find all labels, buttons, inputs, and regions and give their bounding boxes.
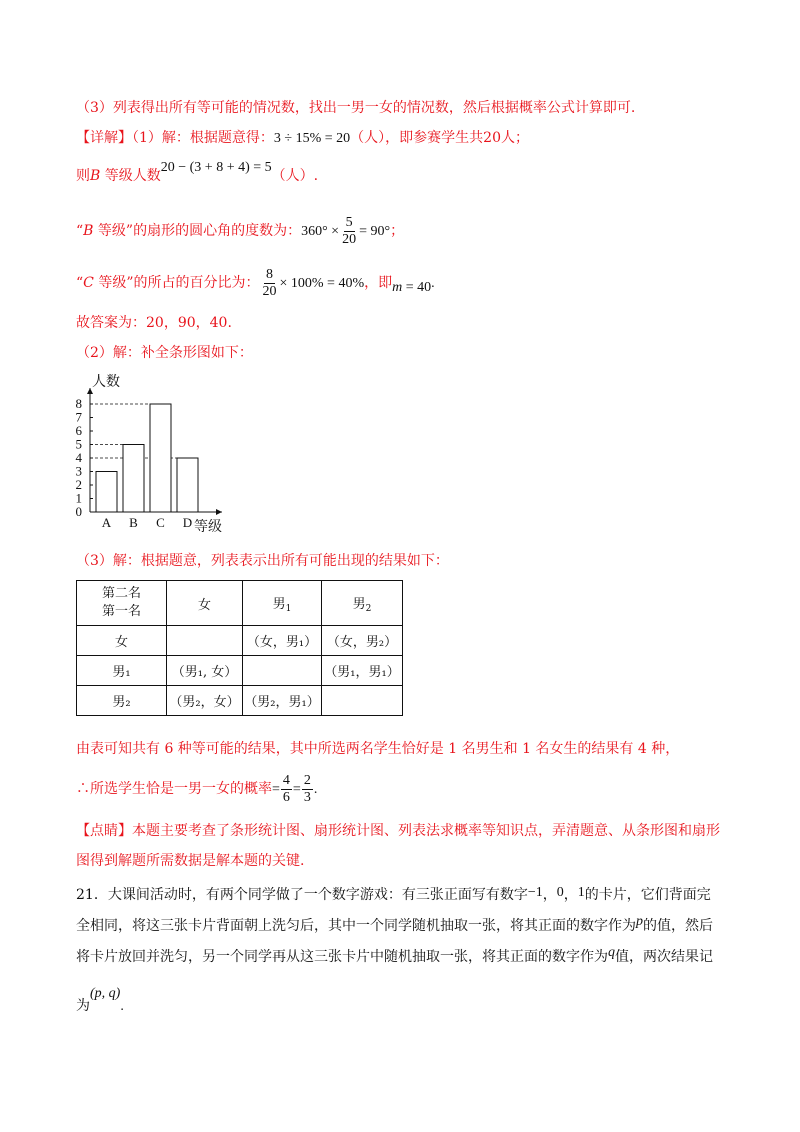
table-cell: （男₁, 女）	[167, 656, 243, 686]
detail-line-4: “C 等级”的所占的百分比为： $\frac{8}{20}$ × 100% = 40%，即m = 40.	[76, 266, 435, 299]
table-cell: （男₁，男₁）	[322, 656, 403, 686]
y-tick-label: 1	[75, 490, 82, 506]
part-3-line: （3）解：根据题意，列表表示出所有可能出现的结果如下：	[76, 553, 449, 569]
detail-line-1: 【详解】（1）解：根据题意得：3 ÷ 15% = 20（人），即参赛学生共20人；	[76, 130, 529, 146]
table-cell: 男₂	[77, 686, 167, 716]
result-table	[76, 580, 403, 716]
detail-line-2: 则B 等级人数20 − (3 + 8 + 4) = 5（人）.	[76, 160, 319, 184]
x-tick-label: A	[101, 515, 112, 530]
fraction: $\frac{4}{6}$	[282, 772, 290, 805]
table-corner: 第二名 第一名	[77, 581, 167, 626]
fraction: $\frac{5}{20}$	[342, 214, 357, 247]
table-cell: 女	[77, 626, 167, 656]
table-header: 女	[167, 581, 243, 626]
question-21-line-2: 全相同，将这三张卡片背面朝上洗匀后，其中一个同学随机抽取一张，将其正面的数字作为p的值，然后	[76, 914, 713, 934]
y-tick-label: 2	[75, 477, 82, 492]
y-tick-label: 8	[75, 396, 82, 411]
remark-line-1: 【点睛】本题主要考查了条形统计图、扇形统计图、列表法求概率等知识点，弄清题意、从条形图和扇形	[76, 823, 720, 839]
math-expr: 20 − (3 + 8 + 4) = 5	[160, 160, 272, 175]
bar-chart	[60, 372, 260, 532]
remark-line-2: 图得到解题所需数据是解本题的关键.	[76, 853, 305, 869]
x-tick-label: B	[129, 515, 138, 530]
table-cell: （男₂，女）	[167, 686, 243, 716]
table-cell: （女，男₂）	[322, 626, 403, 656]
y-tick-label: 3	[75, 463, 82, 479]
table-row	[77, 686, 403, 716]
math-expr: 3 ÷ 15% = 20	[273, 131, 351, 146]
y-axis-title: 人数	[92, 375, 120, 390]
table-cell: （男₂，男₁）	[243, 686, 322, 716]
table-cell	[243, 656, 322, 686]
y-tick-label: 5	[75, 436, 82, 452]
part-2-line: （2）解：补全条形图如下：	[76, 345, 253, 361]
x-axis-arrow	[216, 509, 222, 515]
detail-line-3: “B 等级”的扇形的圆心角的度数为：360° × $\frac{5}{20}$ = 90°；	[76, 214, 405, 247]
x-tick-label: C	[156, 515, 165, 530]
hint-line-3: （3）列表得出所有等可能的情况数，找出一男一女的情况数，然后根据概率公式计算即可.	[76, 100, 636, 116]
table-header: 男$_1$	[243, 581, 322, 626]
conclusion-line-1: 由表可知共有 6 种等可能的结果，其中所选两名学生恰好是 1 名男生和 1 名女生的结果有 4 种，	[76, 741, 680, 757]
x-tick-label: D	[182, 515, 193, 530]
table-cell: 男₁	[77, 656, 167, 686]
table-row	[77, 626, 403, 656]
y-tick-label: 4	[75, 450, 82, 465]
y-tick-label: 7	[75, 409, 82, 425]
y-tick-label: 6	[75, 423, 82, 438]
table-cell	[322, 686, 403, 716]
answer-line: 故答案为：20，90，40.	[76, 315, 232, 331]
y-tick-label: 0	[75, 504, 82, 519]
bar-B	[123, 445, 144, 513]
table-cell	[167, 626, 243, 656]
table-header: 男$_2$	[322, 581, 403, 626]
table-cell: （女，男₁）	[243, 626, 322, 656]
question-21-line-1: 21．大课间活动时，有两个同学做了一个数字游戏：有三张正面写有数字−1，0，1的卡片，它们背面完	[76, 885, 711, 903]
bar-A	[96, 472, 117, 513]
conclusion-line-2: ∴所选学生恰是一男一女的概率= $\frac{4}{6}$ = $\frac{2}{3}$ .	[76, 772, 318, 805]
question-21-line-4: 为(p, q).	[76, 986, 124, 1014]
fraction: $\frac{8}{20}$	[262, 266, 277, 299]
table-row	[77, 656, 403, 686]
bar-C	[150, 404, 171, 512]
fraction: $\frac{2}{3}$	[303, 772, 311, 805]
question-21-line-3: 将卡片放回并洗匀，另一个同学再从这三张卡片中随机抽取一张，将其正面的数字作为q值，两次结果记	[76, 945, 713, 965]
x-axis-title: 等级	[194, 520, 222, 532]
bar-D	[177, 458, 198, 512]
